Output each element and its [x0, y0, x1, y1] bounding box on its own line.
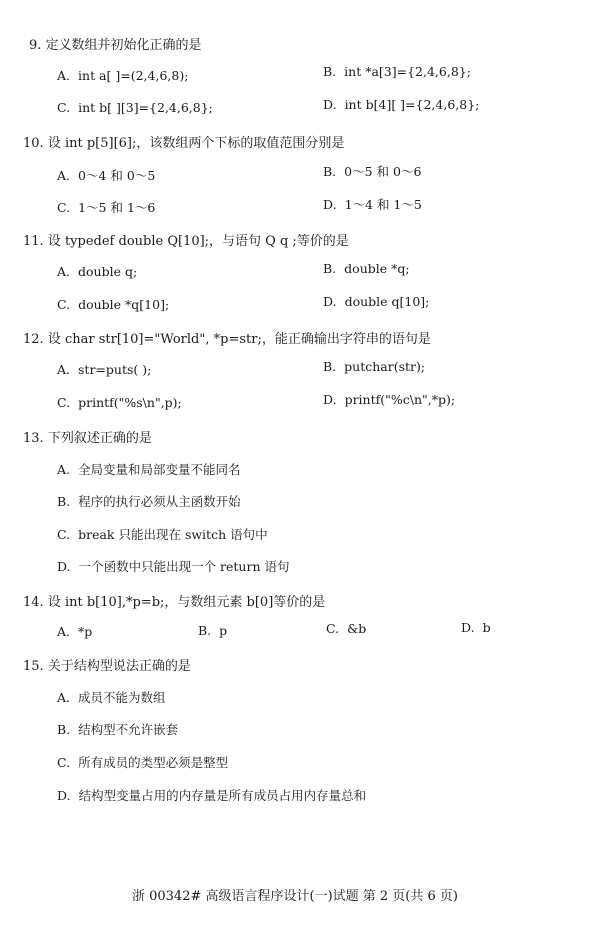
question-10-option-c: C. 1～5 和 1～6	[57, 200, 156, 215]
question-9-option-d: D. int b[4][ ]={2,4,6,8};	[323, 97, 480, 112]
question-15-option-d: D. 结构型变量占用的内存量是所有成员占用内存量总和	[57, 788, 367, 803]
question-9-option-b: B. int *a[3]={2,4,6,8};	[323, 64, 471, 79]
question-12-option-c: C. printf("%s\n",p);	[57, 395, 182, 410]
question-14-option-c: C. &b	[326, 621, 367, 636]
question-13-option-b: B. 程序的执行必须从主函数开始	[57, 494, 241, 509]
question-text: 设 char str[10]="World", *p=str;，能正确输出字符串的语句是	[47, 332, 431, 347]
question-11-option-a: A. double q;	[57, 264, 138, 279]
question-12-option-a: A. str=puts( );	[57, 362, 152, 377]
question-text: 设 int p[5][6];，该数组两个下标的取值范围分别是	[47, 136, 345, 151]
question-number: 14.	[23, 595, 44, 610]
question-9-option-c: C. int b[ ][3]={2,4,6,8};	[57, 100, 213, 115]
question-11-option-c: C. double *q[10];	[57, 297, 170, 312]
question-14-option-a: A. *p	[57, 624, 93, 639]
question-12-option-d: D. printf("%c\n",*p);	[323, 392, 456, 407]
question-13-option-d: D. 一个函数中只能出现一个 return 语句	[57, 559, 290, 574]
question-9-stem	[29, 34, 202, 53]
question-number: 10.	[23, 136, 44, 151]
question-13-option-c: C. break 只能出现在 switch 语句中	[57, 527, 268, 542]
question-12-stem	[23, 328, 431, 347]
question-11-stem	[23, 230, 349, 249]
question-9-option-a: A. int a[ ]=(2,4,6,8);	[57, 68, 189, 83]
question-13-option-a: A. 全局变量和局部变量不能同名	[57, 462, 241, 477]
question-14-option-b: B. p	[198, 623, 228, 638]
question-15-option-c: C. 所有成员的类型必须是整型	[57, 755, 229, 770]
question-13-stem	[23, 427, 152, 446]
question-number: 15.	[23, 659, 44, 674]
question-text: 设 int b[10],*p=b;，与数组元素 b[0]等价的是	[47, 595, 326, 610]
question-text: 定义数组并初始化正确的是	[45, 38, 202, 53]
question-15-option-a: A. 成员不能为数组	[57, 690, 166, 705]
question-10-option-d: D. 1～4 和 1～5	[323, 197, 422, 212]
question-11-option-b: B. double *q;	[323, 261, 410, 276]
question-10-option-b: B. 0～5 和 0～6	[323, 164, 422, 179]
question-text: 下列叙述正确的是	[47, 431, 152, 446]
page-footer: 浙 00342# 高级语言程序设计(一)试题 第 2 页(共 6 页)	[131, 889, 458, 904]
question-15-option-b: B. 结构型不允许嵌套	[57, 722, 179, 737]
question-number: 11.	[23, 234, 44, 249]
question-number: 9.	[29, 38, 42, 53]
question-number: 13.	[23, 431, 44, 446]
question-12-option-b: B. putchar(str);	[323, 359, 426, 374]
question-text: 设 typedef double Q[10];，与语句 Q q ;等价的是	[47, 234, 349, 249]
question-15-stem	[23, 655, 191, 674]
question-text: 关于结构型说法正确的是	[47, 659, 191, 674]
question-number: 12.	[23, 332, 44, 347]
question-14-stem	[23, 591, 325, 610]
question-11-option-d: D. double q[10];	[323, 294, 430, 309]
question-10-option-a: A. 0～4 和 0～5	[57, 168, 156, 183]
question-14-option-d: D. b	[461, 620, 491, 635]
question-10-stem	[23, 132, 344, 151]
